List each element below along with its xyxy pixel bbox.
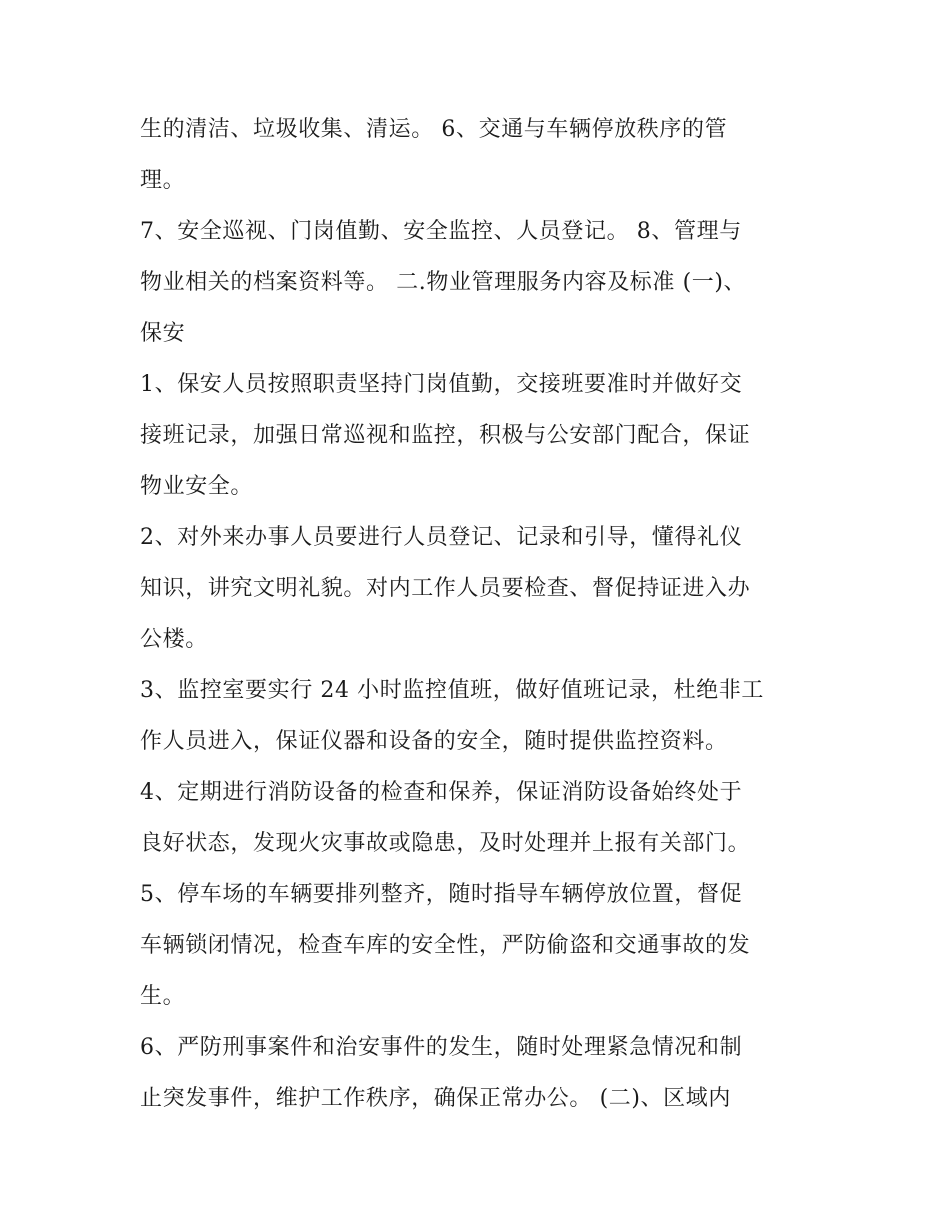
text-line: 6、严防刑事案件和治安事件的发生，随时处理紧急情况和制 xyxy=(140,1035,743,1060)
text-line: 作人员进入，保证仪器和设备的安全，随时提供监控资料。 xyxy=(140,729,728,754)
text-line: 生。 xyxy=(140,984,186,1009)
text-line: 物业安全。 xyxy=(140,474,254,499)
text-line: 车辆锁闭情况，检查车库的安全性，严防偷盗和交通事故的发 xyxy=(140,933,751,958)
text-line: 2、对外来办事人员要进行人员登记、记录和引导，懂得礼仪 xyxy=(140,525,743,550)
text-line: 3、监控室要实行 24 小时监控值班，做好值班记录，杜绝非工 xyxy=(140,678,764,703)
text-line: 接班记录，加强日常巡视和监控，积极与公安部门配合，保证 xyxy=(140,423,751,448)
text-line: 良好状态，发现火灾事故或隐患，及时处理并上报有关部门。 xyxy=(140,831,751,856)
text-line: 1、保安人员按照职责坚持门岗值勤，交接班要准时并做好交 xyxy=(140,372,743,397)
text-line: 7、安全巡视、门岗值勤、安全监控、人员登记。 8、管理与 xyxy=(140,219,742,244)
text-line: 4、定期进行消防设备的检查和保养，保证消防设备始终处于 xyxy=(140,780,743,805)
text-line: 公楼。 xyxy=(140,627,208,652)
text-line: 知识，讲究文明礼貌。对内工作人员要检查、督促持证进入办 xyxy=(140,576,751,601)
text-line: 保安 xyxy=(140,321,186,346)
text-line: 理。 xyxy=(140,168,186,193)
document-body xyxy=(140,104,820,1124)
text-line: 止突发事件，维护工作秩序，确保正常办公。 (二)、区域内 xyxy=(140,1086,731,1111)
text-line: 生的清洁、垃圾收集、清运。 6、交通与车辆停放秩序的管 xyxy=(140,117,728,142)
text-line: 5、停车场的车辆要排列整齐，随时指导车辆停放位置，督促 xyxy=(140,882,743,907)
text-line: 物业相关的档案资料等。 二.物业管理服务内容及标准 (一)、 xyxy=(140,270,747,295)
